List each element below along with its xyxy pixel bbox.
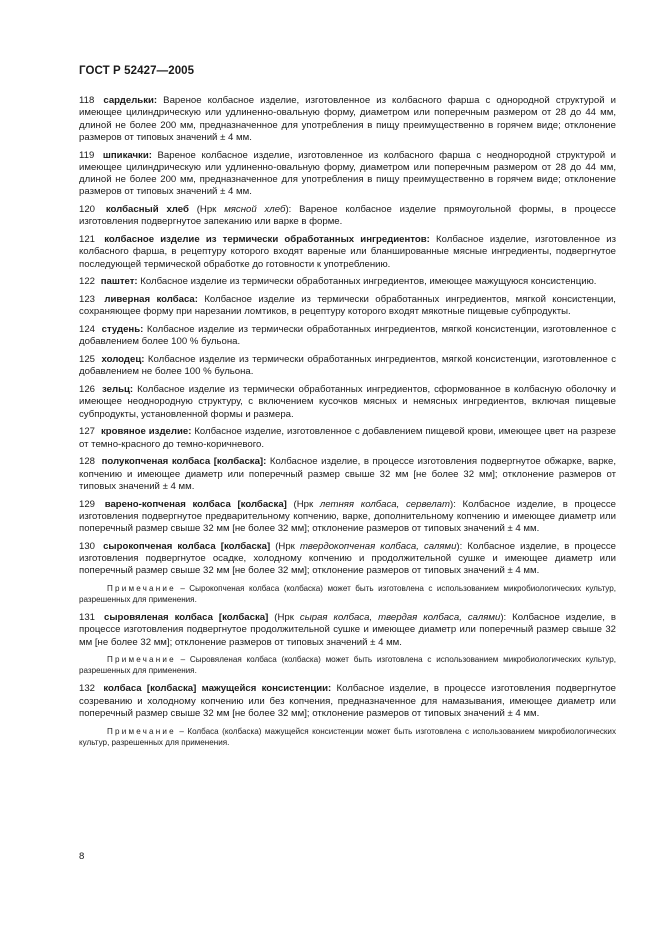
note-label: Примечание <box>107 726 176 736</box>
entry-paren-open: ( <box>270 540 279 552</box>
entry-term: кровяное изделие: <box>100 426 192 438</box>
entry-number: 124 <box>79 324 96 336</box>
term-entry-118 <box>79 95 616 144</box>
entry-definition: Колбасное изделие, в процессе изготовления подвергнутое обжарке, варке, копчению и имеющее диаметр или поперечный размер свыше 32 мм [не более 32 мм]; отклонение размеров от типовых значений ± 4 мм. <box>79 456 616 492</box>
entry-paren-close: ): <box>450 498 456 510</box>
entry-term: холодец: <box>101 354 145 366</box>
entry-term: сардельки: <box>103 95 158 106</box>
entry-definition: Колбасное изделие, изготовленное с добавлением пищевой крови, имеющее цвет на разрезе от темно-красного до темно-коричневого. <box>79 426 616 450</box>
note-text: – Сыровяленая колбаса (колбаска) может быть изготовлена с использованием микробиологических культур, разрешенных для применения. <box>79 655 616 676</box>
page-number: 8 <box>79 851 85 862</box>
entry-term: варено-копченая колбаса [колбаска] <box>104 498 287 510</box>
entry-number: 132 <box>79 683 96 695</box>
entry-definition: Колбасное изделие, в процессе изготовления подвергнутое созреванию и холодному копчению или без копчения, предназначенное для намазывания, имеющее диаметр или поперечный размер свыше 32 мм [не более 32 мм]; отклонение размеров от типовых значений ± 4 мм. <box>79 683 616 720</box>
entry-term: колбаса [колбаска] мажущейся консистенции: <box>103 683 332 695</box>
note-131 <box>79 654 616 676</box>
entry-paren-close: ): <box>285 204 292 216</box>
entry-number: 122 <box>79 276 96 288</box>
term-entry-127 <box>79 426 616 451</box>
term-entry-130 <box>79 541 616 578</box>
entry-paren-open: ( <box>286 498 297 510</box>
note-130 <box>79 583 616 605</box>
entry-synonym: летняя колбаса, сервелат <box>319 498 450 510</box>
entry-definition: Колбасное изделие из термически обработанных ингредиентов, мягкой консистенции, изготовленное с добавлением более 100 % бульона. <box>79 324 616 348</box>
entry-paren-close: ): <box>456 540 463 552</box>
entry-definition: Вареное колбасное изделие, изготовленное из колбасного фарша с однородной структурой и имеющее цилиндрическую или удлиненно-овальную форму, диаметром или поперечным размером от 28 до 44 мм, длиной не более 200 мм, предназначенное для употребления в пищу преимущественно в горячем виде; отклонение размеров от типовых значений ± 4 мм. <box>79 95 616 143</box>
entry-paren-close: ): <box>500 612 507 624</box>
entry-number: 123 <box>79 294 96 306</box>
entry-definition: Колбасное изделие, изготовленное из колбасного фарша, в рецептуру которого входят вареные или бланшированные мясные ингредиенты, подвергнутое последующей термической обработке до готовности к употреблению. <box>79 234 616 270</box>
note-text: – Колбаса (колбаска) мажущейся консистенции может быть изготовлена с использованием микробиологических культур, разрешенных для применения. <box>79 726 616 747</box>
entry-paren-open: ( <box>188 204 200 216</box>
entry-term: ливерная колбаса: <box>104 294 198 306</box>
entry-term: сырокопченая колбаса [колбаска] <box>103 540 271 552</box>
entry-synonym: мясной хлеб <box>224 204 286 216</box>
entry-number: 118 <box>79 95 95 106</box>
term-entry-124 <box>79 324 616 349</box>
document-header: ГОСТ Р 52427—2005 <box>79 65 195 77</box>
entry-term: сыровяленая колбаса [колбаска] <box>103 612 269 624</box>
entry-number: 120 <box>79 204 96 216</box>
entry-term: шпикачки: <box>102 149 152 161</box>
entry-abbr: Нрк <box>277 612 300 624</box>
entry-number: 130 <box>79 540 96 552</box>
entry-definition: Колбасное изделие, в процессе изготовления подвергнутое осадке, холодному копчению и продолжительной сушке и имеющее диаметр или поперечный размер свыше 32 мм [не более 32 мм]; отклонение размеров от типовых значений ± 4 мм. <box>79 540 616 577</box>
term-entry-128 <box>79 456 616 493</box>
entry-abbr: Нрк <box>199 204 225 216</box>
entry-paren-open: ( <box>268 612 278 624</box>
entry-definition: Колбасное изделие, в процессе изготовления подвергнутое предварительному копчению, варке, дополнительному копчению и имеющее диаметр или поперечный размер свыше 32 мм [не более 32 мм]; отклонение размеров от типовых значений ± 4 мм. <box>79 498 616 535</box>
entry-number: 127 <box>79 426 96 438</box>
entry-synonym: сырая колбаса, твердая колбаса, салями <box>299 612 501 624</box>
entry-definition: Колбасное изделие из термически обработанных ингредиентов, имеющее мажущуюся консистенцию. <box>137 276 597 288</box>
term-entry-119 <box>79 150 616 199</box>
entry-number: 126 <box>79 384 96 396</box>
note-text: – Сырокопченая колбаса (колбаска) может быть изготовлена с использованием микробиологических культур, разрешенных для применения. <box>79 584 616 605</box>
entry-definition: Колбасное изделие из термически обработанных ингредиентов, сформованное в колбасную оболочку и имеющее неоднородную структуру, с включением кусочков мясных и немясных ингредиентов, включая пищевые субпродукты, установленной формы и размера. <box>79 384 616 420</box>
entry-definition: Вареное колбасное изделие, изготовленное из колбасного фарша с неоднородной структурой и имеющее цилиндрическую или удлиненно-овальную форму, диаметром или поперечным размером от 28 до 44 мм, длиной не более 200 мм, предназначенное для употребления в пищу преимущественно в горячем виде; отклонение размеров от типовых значений ± 4 мм. <box>79 149 616 198</box>
term-entry-132 <box>79 683 616 720</box>
entry-number: 131 <box>79 612 96 624</box>
entry-definition: Колбасное изделие из термически обработанных ингредиентов, мягкой консистенции, сохраняющее форму при нарезании ломтиков, в рецептуру которого входят мякотные пищевые субпродукты. <box>79 294 616 318</box>
entry-number: 129 <box>79 498 96 510</box>
entry-abbr: Нрк <box>296 498 320 510</box>
note-label: Примечание <box>107 655 176 665</box>
entry-definition: Вареное колбасное изделие прямоугольной формы, в процессе изготовления подвергнутое запеканию или варке в форме. <box>79 204 616 228</box>
entry-definition: Колбасное изделие, в процессе изготовления подвергнутое продолжительной сушке и имеющее диаметр или поперечный размер свыше 32 мм [не более 32 мм]; отклонение размеров от типовых значений ± 4 мм. <box>79 612 616 648</box>
entry-number: 128 <box>79 456 96 468</box>
entry-term: колбасный хлеб <box>105 204 189 216</box>
note-label: Примечание <box>107 584 176 594</box>
entry-synonym: твердокопченая колбаса, салями <box>299 540 457 552</box>
term-entry-129 <box>79 499 616 536</box>
term-entry-122 <box>79 276 616 288</box>
entry-term: колбасное изделие из термически обработанных ингредиентов: <box>104 234 430 246</box>
entry-abbr: Нрк <box>278 540 300 552</box>
entry-number: 125 <box>79 354 96 366</box>
term-entry-125 <box>79 354 616 379</box>
document-body <box>79 95 616 755</box>
term-entry-123 <box>79 294 616 319</box>
entry-definition: Колбасное изделие из термически обработанных ингредиентов, мягкой консистенции, изготовленное с добавлением не более 100 % бульона. <box>79 354 616 378</box>
entry-number: 121 <box>79 234 96 246</box>
entry-term: паштет: <box>100 276 138 288</box>
term-entry-121 <box>79 234 616 271</box>
term-entry-126 <box>79 384 616 421</box>
entry-number: 119 <box>79 149 95 161</box>
entry-term: зельц: <box>102 384 134 396</box>
entry-term: полукопченая колбаса [колбаска]: <box>101 456 267 468</box>
entry-term: студень: <box>101 324 144 336</box>
term-entry-120 <box>79 204 616 229</box>
term-entry-131 <box>79 612 616 649</box>
note-132 <box>79 726 616 748</box>
